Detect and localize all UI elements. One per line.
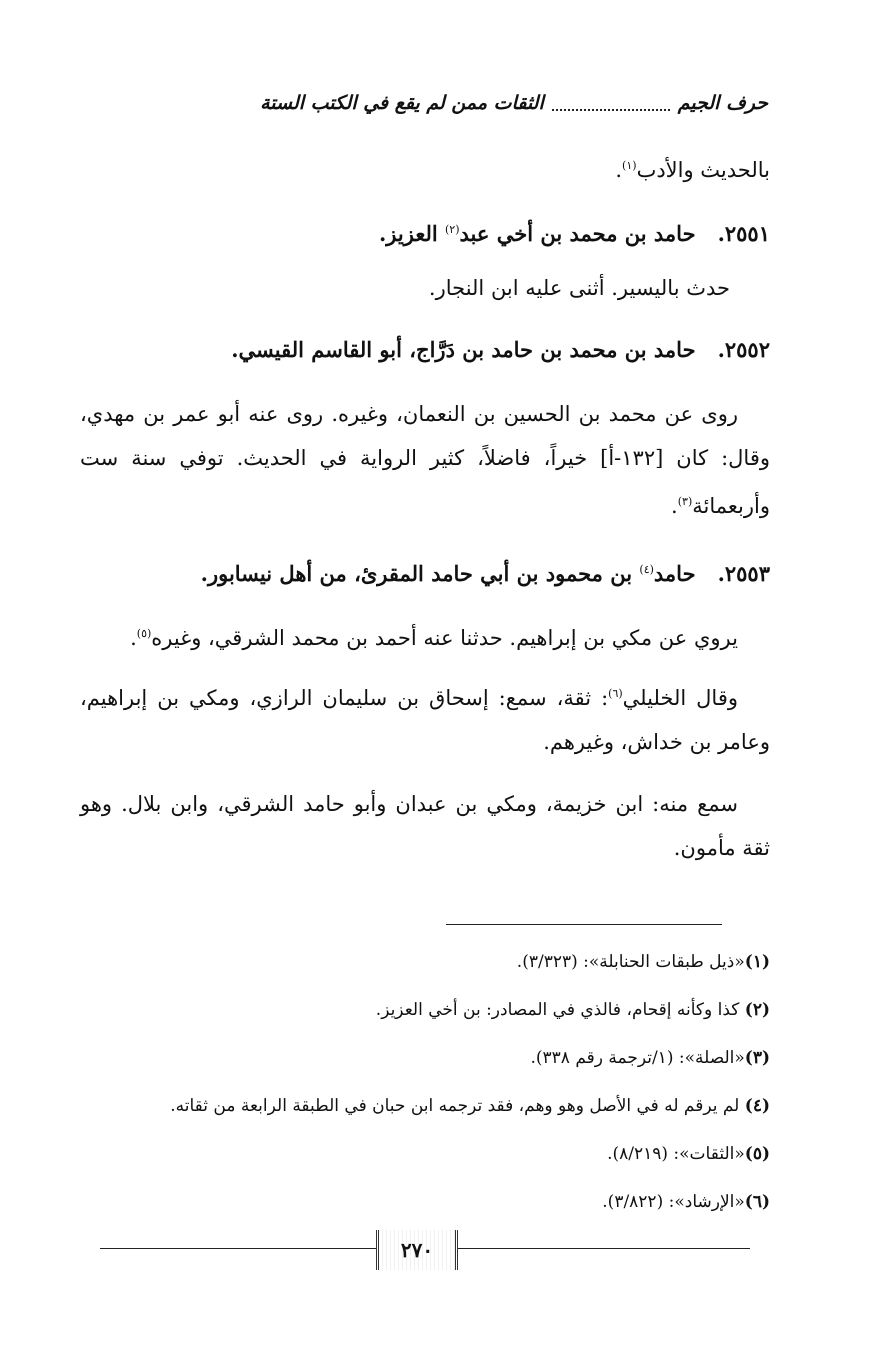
header-chapter: حرف الجيم [677, 92, 768, 114]
footnotes-list [120, 938, 770, 1226]
entry-text-2553-c: سمع منه: ابن خزيمة، ومكي بن عبدان وأبو حامد الشرقي، وابن بلال. وهو ثقة مأمون. [80, 792, 770, 860]
entry-number: ٢٥٥٣. [717, 561, 770, 586]
footnote-item: (١)«ذيل طبقات الحنابلة»: (٣/٣٢٣). [516, 952, 770, 972]
entry-number: ٢٥٥٢. [717, 337, 770, 362]
entry-title-2553: ٢٥٥٣.حامد$^{(٤)}$ بن محمود بن أبي حامد المقرئ، من أهل نيسابور. [200, 561, 770, 586]
page-number: ٢٧٠ [376, 1230, 458, 1270]
footnote-item: (٢) كذا وكأنه إقحام، فالذي في المصادر: بن أخي العزيز. [375, 1000, 770, 1020]
footnote-separator [446, 924, 722, 925]
footnote-ref[interactable]: (١) [622, 159, 637, 172]
entry-text-2553-b: وقال الخليلي$^{(٦)}$: ثقة، سمع: إسحاق بن سليمان الرازي، ومكي بن إبراهيم، وعامر بن خداش، وغيرهم. [80, 686, 770, 754]
header-book-title: الثقات ممن لم يقع في الكتب الستة [260, 92, 544, 114]
entry-title-2551: ٢٥٥١.حامد بن محمد بن أخي عبد$^{(٢)}$ العزيز. [378, 221, 770, 246]
footnote-item: (٤) لم يرقم له في الأصل وهو وهم، فقد ترجمه ابن حبان في الطبقة الرابعة من ثقاته. [170, 1096, 770, 1116]
entry-number: ٢٥٥١. [717, 221, 770, 246]
header-dotted-leader [552, 95, 670, 111]
footnote-ref[interactable]: (٤) [639, 563, 654, 576]
footnote-item: (٦)«الإرشاد»: (٣/٨٢٢). [602, 1192, 770, 1212]
entry-text-2552: روى عن محمد بن الحسين بن النعمان، وغيره. روى عنه أبو عمر بن مهدي، وقال: كان [١٣٢-أ] خيراً، فاضلاً، كثير الرواية في الحديث. توفي سنة ست وأربعمائة$^{(٣)}$. [80, 402, 770, 518]
footnote-item: (٣)«الصلة»: (١/ترجمة رقم ٣٣٨). [530, 1048, 770, 1068]
running-header [88, 86, 768, 120]
paragraph-continuation: بالحديث والأدب$^{(١)}$. [615, 158, 770, 182]
entry-text-2551: حدث باليسير. أثنى عليه ابن النجار. [428, 276, 730, 300]
footer-rule-left [100, 1248, 376, 1249]
footnote-item: (٥)«الثقات»: (٨/٢١٩). [607, 1144, 770, 1164]
footnote-ref[interactable]: (٦) [608, 687, 623, 700]
entry-title-2552: ٢٥٥٢.حامد بن محمد بن حامد بن دَرَّاج، أبو القاسم القيسي. [231, 337, 770, 362]
entry-text-2553-a: يروي عن مكي بن إبراهيم. حدثنا عنه أحمد بن محمد الشرقي، وغيره$^{(٥)}$. [130, 626, 738, 650]
footnote-ref[interactable]: (٢) [445, 223, 460, 236]
footer-rule-right [458, 1248, 750, 1249]
footnote-ref[interactable]: (٥) [136, 627, 152, 640]
footnote-ref[interactable]: (٣) [677, 495, 693, 508]
